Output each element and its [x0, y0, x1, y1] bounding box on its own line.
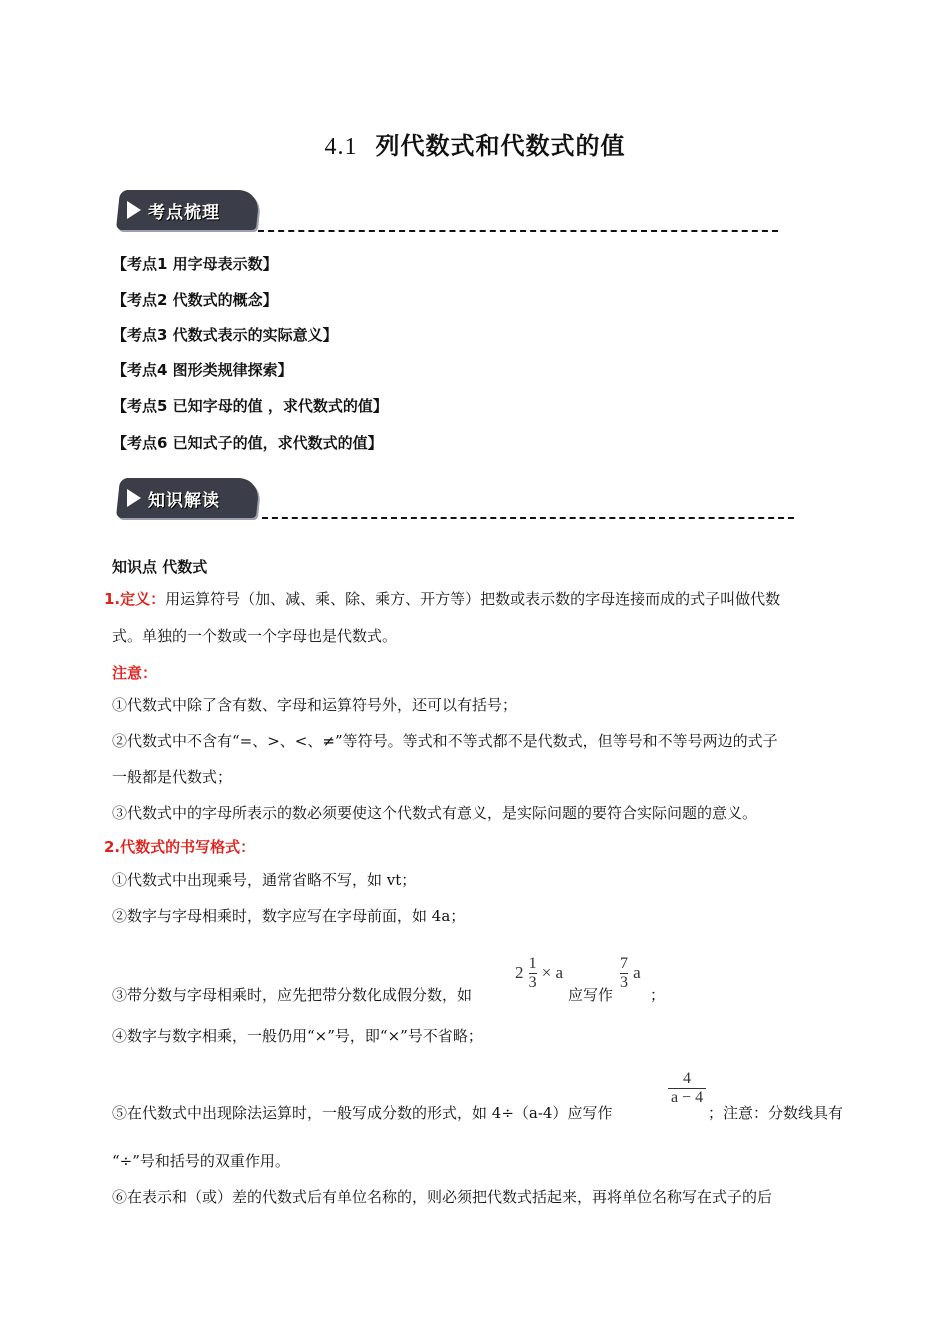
definition-line: [104, 589, 874, 609]
format-item-cont: “÷”号和括号的双重作用。: [112, 1152, 290, 1170]
knowledge-banner: [116, 478, 260, 518]
exam-point-item: 【考点2 代数式的概念】: [112, 291, 278, 309]
divider: [262, 517, 794, 519]
mixed-whole: 2: [515, 963, 524, 982]
format-item-text: ；: [650, 986, 666, 1004]
title-text: 列代数式和代数式的值: [375, 132, 626, 160]
division-fraction: [668, 1070, 706, 1107]
exam-point-item: 【考点1 用字母表示数】: [112, 255, 278, 273]
exam-point-item: 【考点3 代数式表示的实际意义】: [112, 326, 338, 344]
note-item: ③代数式中的字母所表示的数必须要使这个代数式有意义，是实际问题的要符合实际问题的意义。: [112, 804, 758, 822]
format-item: ⑤在代数式中出现除法运算时，一般写成分数的形式，如 4÷（a-4）应写作: [112, 1104, 613, 1122]
numerator: 4: [683, 1070, 691, 1087]
format-item: ③带分数与字母相乘时，应先把带分数化成假分数，如: [112, 986, 473, 1004]
exam-point-item: 【考点6 已知式子的值，求代数式的值】: [112, 434, 383, 452]
play-icon: [127, 489, 141, 507]
format-item: ②数字与字母相乘时，数字应写在字母前面，如 4a；: [112, 907, 466, 925]
denominator: 3: [528, 974, 537, 991]
title-number: 4.1: [324, 134, 358, 160]
section-heading: 知识点 代数式: [112, 558, 208, 576]
mixed-tail: × a: [541, 963, 564, 982]
fraction: [529, 955, 537, 992]
format-label: 2.代数式的书写格式：: [104, 838, 256, 856]
numerator: 7: [620, 955, 628, 972]
format-item-text: ；注意：分数线具有: [708, 1104, 844, 1122]
fraction: [620, 955, 628, 992]
fraction: [668, 1070, 706, 1107]
knowledge-banner-label: 知识解读: [148, 491, 220, 511]
exam-points-banner-label: 考点梳理: [148, 203, 220, 223]
page-title: [0, 126, 950, 161]
exam-point-item: 【考点5 已知字母的值 ，求代数式的值】: [112, 397, 388, 415]
format-item: ①代数式中出现乘号，通常省略不写，如 vt；: [112, 871, 417, 889]
format-item-text: 应写作: [568, 986, 614, 1004]
format-item: ⑥在表示和（或）差的代数式后有单位名称的，则必须把代数式括起来，再将单位名称写在式子的后: [112, 1188, 773, 1206]
note-label: 注意：: [112, 664, 158, 682]
note-item: ①代数式中除了含有数、字母和运算符号外，还可以有括号；: [112, 696, 518, 714]
note-item-cont: 一般都是代数式；: [112, 768, 233, 786]
mixed-fraction: [515, 955, 563, 992]
denominator: 3: [620, 974, 628, 991]
definition-text-cont: 式。单独的一个数或一个字母也是代数式。: [112, 627, 398, 645]
note-item: ②代数式中不含有“=、>、<、≠”等符号。等式和不等式都不是代数式，但等号和不等号两边的式子: [112, 732, 778, 750]
definition-text: 用运算符号（加、减、乘、除、乘方、开方等）把数或表示数的字母连接而成的式子叫做代数: [165, 590, 781, 608]
definition-label: 1.定义：: [104, 590, 166, 608]
format-item: ④数字与数字相乘，一般仍用“×”号，即“×”号不省略；: [112, 1027, 483, 1045]
divider: [258, 230, 778, 232]
exam-points-banner: [116, 190, 260, 230]
numerator: 1: [528, 955, 537, 972]
improper-fraction: [620, 955, 641, 992]
exam-point-item: 【考点4 图形类规律探索】: [112, 361, 293, 379]
play-icon: [127, 201, 141, 219]
improper-tail: a: [633, 963, 641, 982]
denominator: a − 4: [670, 1089, 704, 1106]
